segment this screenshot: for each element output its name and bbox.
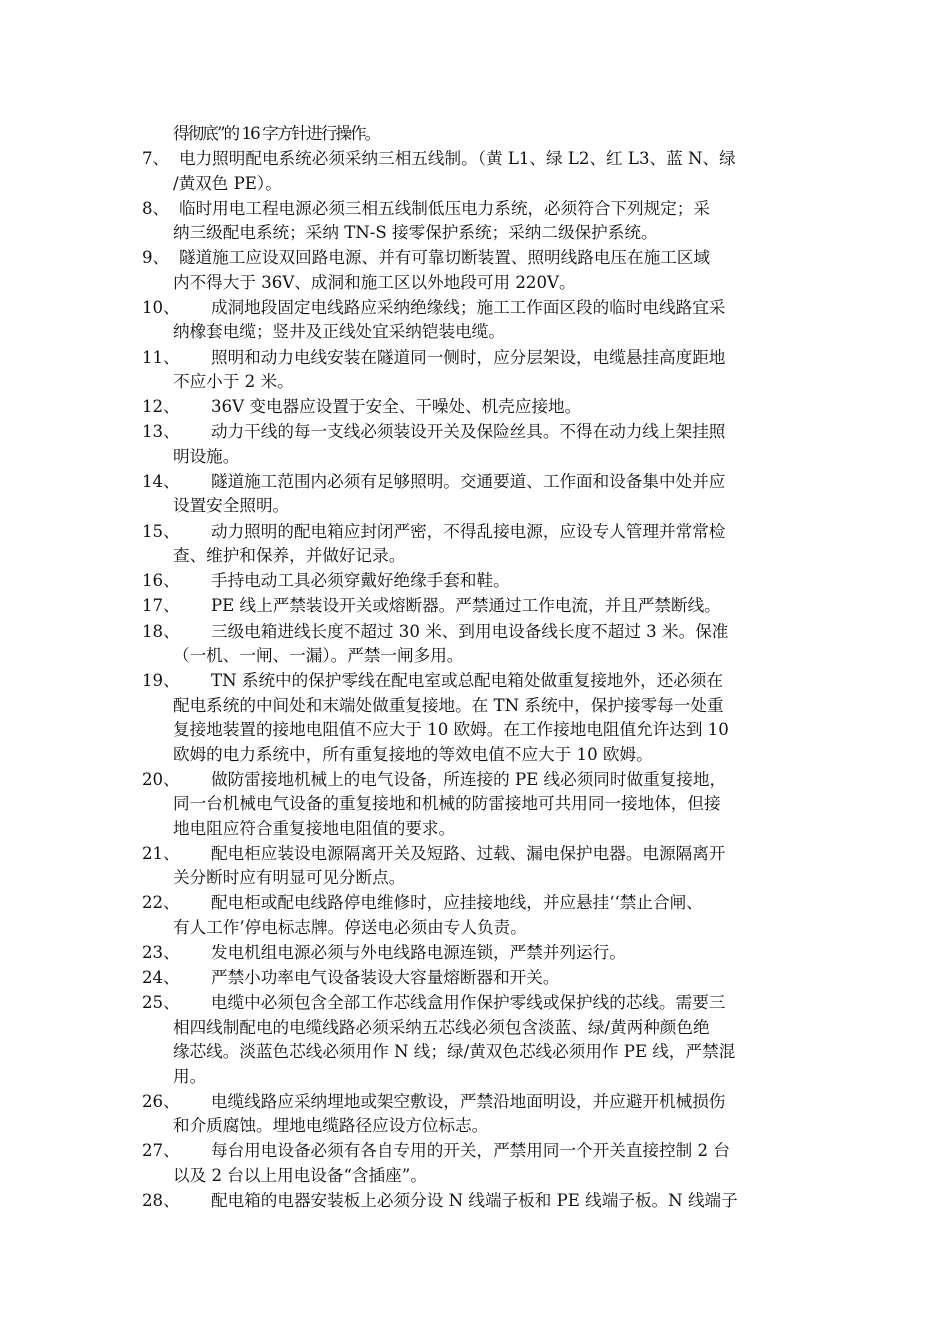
list-item-text-continued: 有人工作’停电标志牌。停送电必须由专人负责。 (173, 917, 527, 937)
list-item-text: 电缆线路应采纳埋地或架空敷设，严禁沿地面明设，并应避开机械损伤 (211, 1091, 726, 1111)
list-item-number: 15、 (142, 521, 180, 541)
list-item-text-continued: 明设施。 (173, 446, 240, 466)
list-item-number: 26、 (142, 1091, 180, 1111)
list-item-text-continued: 纳橡套电缆；竖井及正线处宜采纳铠装电缆。 (173, 322, 505, 342)
list-item-text: 严禁小功率电气设备装设大容量熔断器和开关。 (211, 968, 560, 988)
list-item (142, 991, 810, 1089)
list-item (142, 891, 810, 940)
list-item-number: 25、 (142, 993, 180, 1013)
list-item-text: 三级电箱进线长度不超过 30 米、到用电设备线长度不超过 3 米。保准 (211, 621, 729, 641)
list-item-text-continued: 地电阻应符合重复接地电阻值的要求。 (173, 818, 456, 838)
list-item-number: 27、 (142, 1141, 180, 1161)
list-item-text-continued: /黄双色 PE）。 (173, 173, 282, 193)
document-body (142, 122, 810, 1213)
list-item (142, 520, 810, 569)
list-item (142, 420, 810, 469)
list-item-text-continued: 和介质腐蚀。埋地电缆路径应设方位标志。 (173, 1116, 489, 1136)
list-item (142, 842, 810, 891)
list-item-text: 隧道施工范围内必须有足够照明。交通要道、工作面和设备集中处并应 (211, 472, 726, 492)
list-item (142, 594, 810, 618)
list-item (142, 470, 810, 519)
list-item-text-continued: 关分断时应有明显可见分断点。 (173, 868, 406, 888)
list-item-text-continued: （一机、一闸、一漏）。严禁一闸多用。 (173, 646, 464, 666)
list-item-number: 20、 (142, 769, 180, 789)
list-item (142, 197, 810, 246)
list-item-text-continued: 用。 (173, 1066, 207, 1086)
list-item-text: TN 系统中的保护零线在配电室或总配电箱处做重复接地外，还必须在 (211, 671, 724, 691)
list-item-text: PE 线上严禁装设开关或熔断器。严禁通过工作电流，并且严禁断线。 (211, 596, 721, 616)
list-item-text: 成洞地段固定电线路应采纳绝缘线；施工工作面区段的临时电线路宜采 (211, 298, 726, 318)
list-item-text: 电力照明配电系统必须采纳三相五线制。（黄 L1、绿 L2、红 L3、蓝 N、绿 (179, 149, 736, 169)
list-item-number: 16、 (142, 571, 180, 591)
list-item-number: 9、 (142, 248, 170, 268)
list-item-number: 21、 (142, 843, 180, 863)
list-item-text-continued: 不应小于 2 米。 (173, 372, 294, 392)
list-item-text: 手持电动工具必须穿戴好绝缘手套和鞋。 (211, 571, 510, 591)
list-item-text-continued: 设置安全照明。 (173, 496, 290, 516)
list-item-text: 配电柜或配电线路停电维修时，应挂接地线，并应悬挂‘‘禁止合闸、 (211, 893, 703, 913)
list-item (142, 296, 810, 345)
list-item (142, 966, 810, 990)
list-item-text-continued: 纳三级配电系统；采纳 TN-S 接零保护系统；采纳二级保护系统。 (173, 223, 658, 243)
list-item (142, 246, 810, 295)
list-item (142, 346, 810, 395)
list-item-text: 配电柜应装设电源隔离开关及短路、过载、漏电保护电器。电源隔离开 (211, 843, 726, 863)
list-item-number: 14、 (142, 472, 180, 492)
list-item (142, 768, 810, 841)
list-item-number: 18、 (142, 621, 180, 641)
list-item-text: 动力干线的每一支线必须装设开关及保险丝具。不得在动力线上架挂照 (211, 422, 726, 442)
list-item (142, 147, 810, 196)
list-item-text: 每台用电设备必须有各自专用的开关，严禁用同一个开关直接控制 2 台 (211, 1141, 730, 1161)
list-item-text-continued: 复接地装置的接地电阻值不应大于 10 欧姆。在工作接地电阻值允许达到 10 (173, 720, 729, 740)
list-item-text: 临时用电工程电源必须三相五线制低压电力系统，必须符合下列规定；采 (179, 198, 710, 218)
list-item-number: 24、 (142, 968, 180, 988)
list-item-number: 19、 (142, 671, 180, 691)
list-item (142, 1189, 810, 1213)
list-item-text-continued: 以及 2 台以上用电设备“含插座”。 (173, 1165, 427, 1185)
list-item-text-continued: 缘芯线。淡蓝色芯线必须用作 N 线；绿/黄双色芯线必须用作 PE 线，严禁混 (173, 1042, 736, 1062)
list-item-text: 36V 变电器应设置于安全、干噪处、机壳应接地。 (211, 397, 582, 417)
list-item-number: 10、 (142, 298, 180, 318)
list-item-text-continued: 相四线制配电的电缆线路必须采纳五芯线必须包含淡蓝、绿/黄两种颜色绝 (173, 1017, 710, 1037)
list-item-text-continued: 内不得大于 36V、成洞和施工区以外地段可用 220V。 (173, 272, 576, 292)
list-item-number: 17、 (142, 596, 180, 616)
list-item-number: 11、 (142, 347, 180, 367)
list-item (142, 1090, 810, 1139)
list-item-text: 电缆中必须包含全部工作芯线盒用作保护零线或保护线的芯线。需要三 (211, 993, 726, 1013)
list-item (142, 620, 810, 669)
list-item (142, 941, 810, 965)
list-item-text-continued: 配电系统的中间处和末端处做重复接地。在 TN 系统中，保护接零每一处重 (173, 695, 724, 715)
list-item-number: 22、 (142, 893, 180, 913)
list-item-number: 12、 (142, 397, 180, 417)
list-item-text: 发电机组电源必须与外电线路电源连锁，严禁并列运行。 (211, 942, 626, 962)
list-item-text-continued: 同一台机械电气设备的重复接地和机械的防雷接地可共用同一接地体，但接 (173, 794, 721, 814)
list-item (142, 395, 810, 419)
list-item-number: 8、 (142, 198, 170, 218)
list-item-text-continued: 欧姆的电力系统中，所有重复接地的等效电值不应大于 10 欧姆。 (173, 744, 653, 764)
list-item-text: 动力照明的配电箱应封闭严密，不得乱接电源，应设专人管理并常常检 (211, 521, 726, 541)
list-item-number: 13、 (142, 422, 180, 442)
list-item (142, 1139, 810, 1188)
list-item-number: 23、 (142, 942, 180, 962)
list-item-text: 照明和动力电线安装在隧道同一侧时，应分层架设，电缆悬挂高度距地 (211, 347, 726, 367)
list-item (142, 569, 810, 593)
list-item-text-continued: 查、维护和保养，并做好记录。 (173, 546, 406, 566)
list-item (142, 669, 810, 767)
list-item-text: 隧道施工应设双回路电源、并有可靠切断装置、照明线路电压在施工区域 (179, 248, 710, 268)
list-item-text: 配电箱的电器安装板上必须分设 N 线端子板和 PE 线端子板。N 线端子 (211, 1191, 738, 1210)
list-item-number: 7、 (142, 149, 170, 169)
list-item-number: 28、 (142, 1191, 180, 1210)
list-item-text: 做防雷接地机械上的电气设备，所连接的 PE 线必须同时做重复接地， (211, 769, 727, 789)
continuation-text: 得彻底”的 16 字方针进行操作。 (173, 124, 380, 143)
